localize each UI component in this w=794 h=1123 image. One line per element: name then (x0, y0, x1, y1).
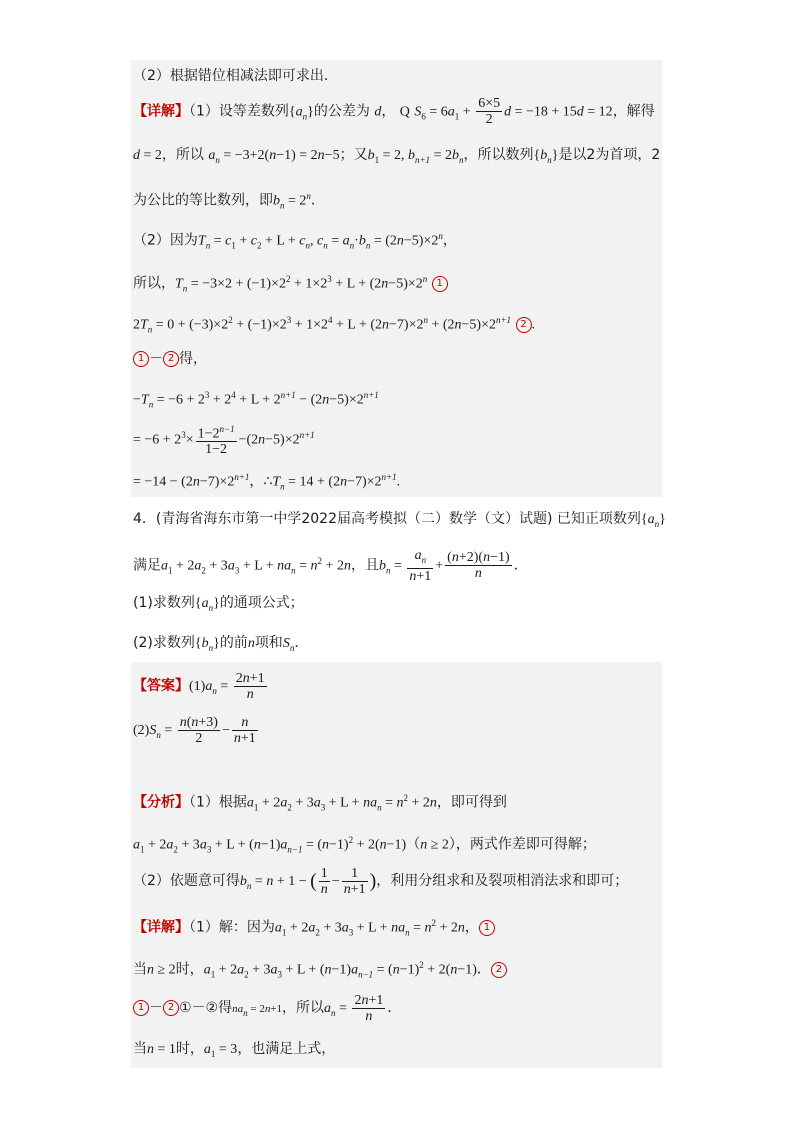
text: 为公比的等比数列，即 (133, 192, 273, 209)
analysis-line-1: 【分析】（1）根据$a_1 + 2a_2 + 3a_3 + L + na_n = n^2 + 2n$，即可得到 (133, 793, 507, 813)
analysis-line-2: $a_1 + 2a_2 + 3a_3 + L + (n-1)a_{n-1} = (n-1)^2 + 2(n-1)(n \ge 2)$，两式作差即可得解； (133, 835, 596, 855)
detail-line-6: $2T_n = 0 + (-3)\times 2^2 + (-1)\times 2^3 + 1\times 2^4 + L + (2n-7)\times 2^n + (2n-5)\times 2^{n+1}$ 2 . (133, 315, 536, 335)
text: 的前 (219, 635, 248, 651)
answer-line-1: 【答案】$(1)a_n$ = $\frac{2n+1}{n}$ (133, 670, 265, 702)
answer-tag: 【答案】 (133, 678, 189, 694)
hint-part2: （2）根据错位相减法即可求出. (133, 68, 329, 84)
text: (1) (189, 679, 206, 694)
text: 是以2为首项，2 (558, 147, 661, 163)
text: 的通项公式； (219, 595, 304, 611)
detail2-line-4: 当n = 1时，$a_1 = 3$，也满足上式， (133, 1041, 336, 1059)
text: ，所以 (282, 1000, 325, 1016)
text: 时， (175, 1041, 204, 1057)
text: 项和 (254, 635, 283, 651)
text: ，解得 (612, 103, 655, 120)
text: （1）设等差数列 (189, 103, 289, 120)
text: 时， (175, 961, 204, 978)
detail-line-10: = $-14 - (2n-7)\times 2^{n+1}$，$\therefore T_n = 14 + (2n-7)\times 2^{n+1}$. (133, 472, 401, 492)
text: 所以， (133, 275, 175, 292)
detail2-line-3: 1 － 2 ①－②得$na_n = 2n+1$，所以$a_n$ = $\frac{2n+1}{n}$ ． (133, 990, 401, 1026)
detail-line-3: 为公比的等比数列，即$b_n = 2^n$． (133, 191, 325, 211)
detail-tag: 【详解】 (133, 103, 189, 120)
text: （2）因为 (133, 232, 198, 249)
text: (2)求数列 (133, 635, 195, 651)
analysis-tag: 【分析】 (133, 794, 189, 811)
text: ，也满足上式， (237, 1041, 336, 1057)
detail-tag-2: 【详解】 (133, 919, 189, 936)
text: ，所以数列 (463, 147, 534, 163)
text: (2) (133, 723, 150, 738)
detail-line-1: 【详解】（1）设等差数列$\{a_n\}$的公差为 d， Q $S_6 = 6a_1$ + $\frac{6\times 5}{2}$ d = −18 + 15d = 12，解得 (133, 96, 655, 127)
circled-one: 1 (432, 276, 448, 292)
circled-two: 2 (516, 317, 532, 333)
text: (1)求数列 (133, 595, 195, 611)
text: ；又 (339, 147, 368, 163)
text: ，即可得到 (436, 794, 507, 811)
detail2-line-2: 当n ≥ 2时，$a_1 + 2a_2 + 3a_3 + L + (n-1)a_{n-1} = (n-1)^2 + 2(n-1)$． 2 (133, 956, 507, 983)
text: ，所以 (161, 147, 204, 163)
text: 满足 (133, 557, 161, 574)
text: （1）解：因为 (189, 919, 275, 936)
text: 当 (133, 961, 147, 978)
text: ，利用分组求和及裂项相消法求和即可； (376, 873, 629, 889)
detail-line-9: = $-6 + 2^3\times$ $\frac{1-2^{n-1}}{1-2}$ $-(2n-5)\times 2^{n+1}$ (133, 423, 315, 458)
detail-line-4: （2）因为$T_n = c_1 + c_2 + L + c_n$, $c_n = a_n\cdot b_n = (2n-5)\times 2^n$， (133, 231, 457, 251)
question-4-line-2: 满足$a_1 + 2a_2 + 3a_3 + L + na_n = n^2 + 2n$，且$b_n$ = $\frac{a_n}{n+1}$ + $\frac{(n+2)(n-1)}{n}$ ． (133, 547, 528, 584)
detail-line-5: 所以，$T_n = -3\times 2 + (-1)\times 2^2 + 1\times 2^3 + L + (2n-5)\times 2^n$ 1 (133, 270, 448, 297)
question-4-sub-1: (1)求数列$\{a_n\}$的通项公式； (133, 595, 304, 613)
text: 的公差为 (313, 103, 370, 120)
answer-line-2: $(2)S_n$ = $\frac{n(n+3)}{2}$ − $\frac{n}{n+1}$ (133, 714, 256, 746)
text: 4．(青海省海东市第一中学2022届高考模拟（二）数学（文）试题) 已知正项数列 (133, 511, 641, 527)
question-4-line-1: 4．(青海省海东市第一中学2022届高考模拟（二）数学（文）试题) 已知正项数列$\{a_n\}$ (133, 511, 666, 529)
detail2-line-1: 【详解】（1）解：因为$a_1 + 2a_2 + 3a_3 + L + na_n = n^2 + 2n$， 1 (133, 914, 495, 941)
text: ，两式作差即可得解； (455, 836, 596, 853)
text: ①－②得 (179, 1000, 233, 1016)
question-4-sub-2: (2)求数列$\{b_n\}$的前n项和$S_n$． (133, 635, 309, 653)
text: ，∴ (249, 473, 273, 490)
text: （2）依题意可得 (133, 873, 240, 889)
text: 当 (133, 1041, 147, 1057)
detail-line-2: d = 2，所以 $a_n = -3+2(n-1) = 2n-5$；又$b_1 = 2$, $b_{n+1} = 2b_n$，所以数列$\{b_n\}$是以2为首项，2 (133, 147, 661, 165)
analysis-line-3: （2）依题意可得$b_n = n + 1$ − ( $\frac{1}{n}$ − $\frac{1}{n+1}$ )，利用分组求和及裂项相消法求和即可； (133, 865, 629, 897)
text: （1）根据 (189, 794, 247, 811)
detail-line-7: 1 － 2 得， (133, 350, 207, 369)
text: ，且 (350, 557, 379, 574)
detail-line-8: $-T_n = -6 + 2^3 + 2^4 + L + 2^{n+1} - (2n-5)\times 2^{n+1}$ (133, 390, 379, 410)
